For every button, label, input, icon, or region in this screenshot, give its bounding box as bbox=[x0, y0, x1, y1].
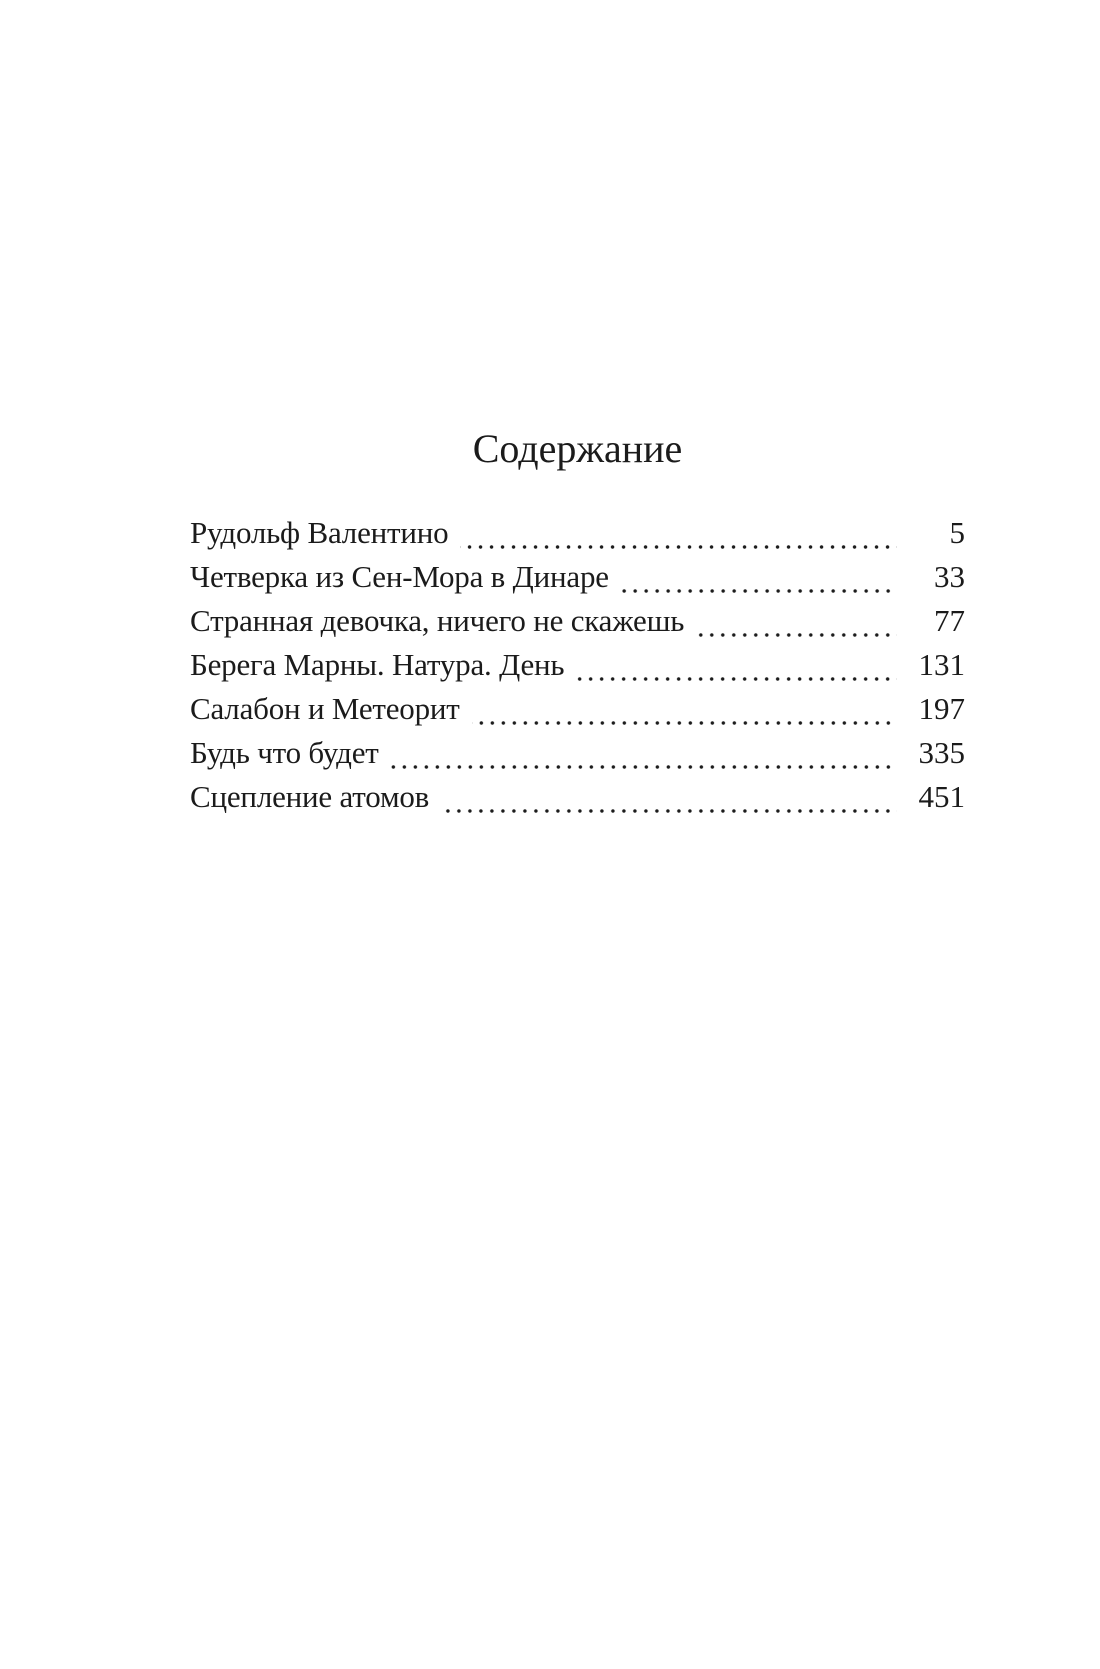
toc-entry-title: Странная девочка, ничего не скажешь bbox=[190, 603, 685, 638]
dotted-leader bbox=[448, 515, 903, 559]
dotted-leader bbox=[564, 647, 903, 691]
dotted-leader bbox=[429, 779, 903, 823]
table-of-contents bbox=[190, 426, 965, 823]
toc-entry-title: Берега Марны. Натура. День bbox=[190, 647, 565, 682]
toc-entry bbox=[190, 515, 965, 559]
toc-entry-title: Сцепление атомов bbox=[190, 779, 430, 814]
toc-entry bbox=[190, 735, 965, 779]
toc-entry bbox=[190, 647, 965, 691]
page-title: Содержание bbox=[472, 426, 683, 471]
leader-dots bbox=[472, 721, 897, 725]
toc-entry-page: 451 bbox=[918, 779, 965, 814]
leader-dots bbox=[460, 545, 897, 549]
toc-entry-page: 77 bbox=[934, 603, 965, 638]
leader-dots bbox=[391, 765, 897, 769]
leader-dots bbox=[621, 589, 897, 593]
toc-entry-title: Четверка из Сен-Мора в Динаре bbox=[190, 559, 609, 594]
toc-entry-page: 131 bbox=[918, 647, 965, 682]
leader-dots bbox=[576, 677, 897, 681]
toc-entry bbox=[190, 603, 965, 647]
toc-entry-page: 33 bbox=[934, 559, 965, 594]
toc-entry-title: Салабон и Метеорит bbox=[190, 691, 460, 726]
toc-entry-page: 335 bbox=[918, 735, 965, 770]
leader-dots bbox=[696, 633, 897, 637]
dotted-leader bbox=[609, 559, 903, 603]
toc-entry-title: Рудольф Валентино bbox=[190, 515, 449, 550]
dotted-leader bbox=[460, 691, 903, 735]
toc-entry bbox=[190, 559, 965, 603]
toc-entry-page: 5 bbox=[949, 515, 965, 550]
leader-dots bbox=[441, 809, 897, 813]
toc-entry bbox=[190, 691, 965, 735]
toc-entry bbox=[190, 779, 965, 823]
toc-list bbox=[190, 515, 965, 823]
toc-entry-page: 197 bbox=[918, 691, 965, 726]
dotted-leader bbox=[379, 735, 903, 779]
toc-entry-title: Будь что будет bbox=[190, 735, 379, 770]
dotted-leader bbox=[684, 603, 903, 647]
